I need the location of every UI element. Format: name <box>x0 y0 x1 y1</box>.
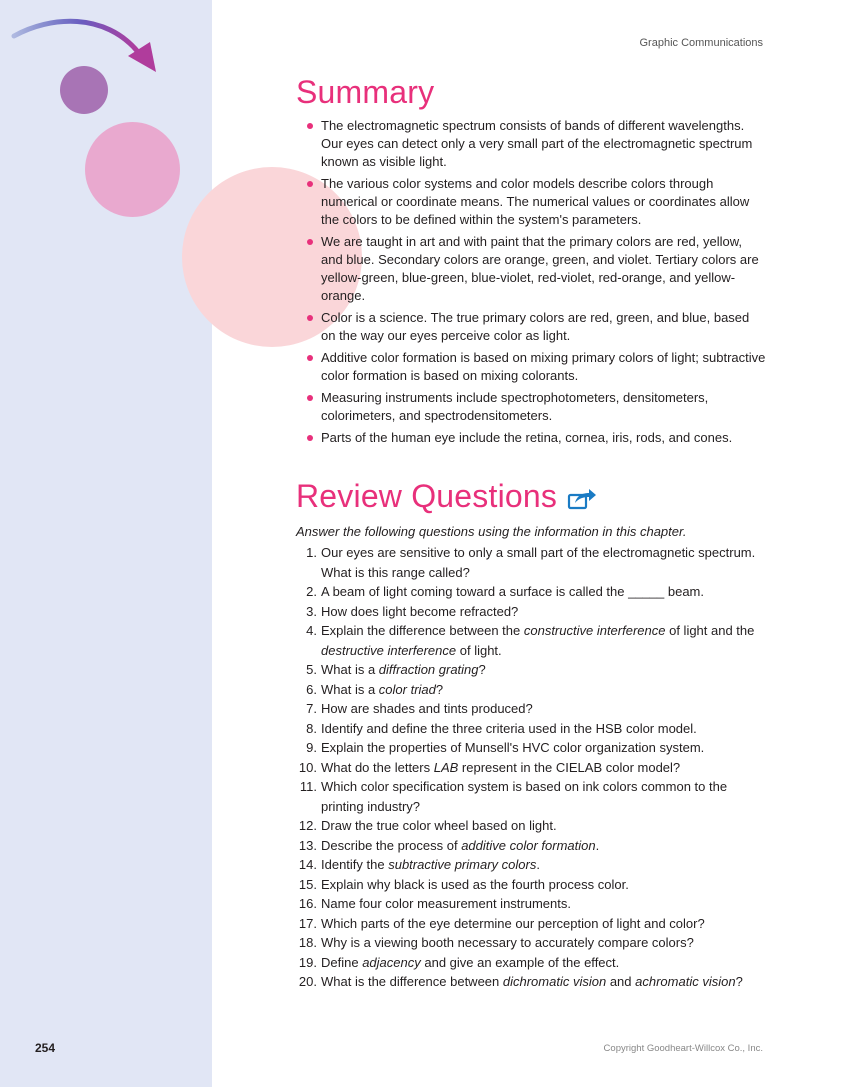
review-question <box>283 855 773 875</box>
question-text: Explain why black is used as the fourth process color. <box>321 876 629 892</box>
question-number: 12. <box>298 818 317 833</box>
summary-bullet-text: The electromagnetic spectrum consists of bands of different wavelengths. Our eyes can detect only a very small part of the electromagnetic spectrum known as visible light. <box>321 118 753 169</box>
question-number: 5. <box>306 662 317 677</box>
bullet-icon <box>307 123 313 129</box>
review-question <box>283 719 773 739</box>
question-number: 18. <box>298 935 317 950</box>
summary-bullet-text: Measuring instruments include spectrophotometers, densitometers, colorimeters, and spectrodensitometers. <box>321 390 709 423</box>
question-text: Explain the difference between the <box>321 623 524 638</box>
question-text: Name four color measurement instruments. <box>321 896 571 911</box>
bullet-icon <box>307 315 313 321</box>
question-number: 13. <box>298 837 317 853</box>
review-question <box>283 816 773 836</box>
question-text: Define <box>321 954 363 970</box>
review-question <box>283 836 773 856</box>
question-text: What is a <box>321 681 379 697</box>
question-term: color triad <box>378 681 436 697</box>
review-questions-list <box>283 543 773 992</box>
review-question <box>283 914 773 934</box>
review-question <box>283 680 773 700</box>
summary-bullet <box>296 309 766 345</box>
review-question <box>283 758 773 778</box>
question-text: and give an example of the effect. <box>420 954 620 970</box>
question-text: A beam of light coming toward a surface is called the _____ beam. <box>321 584 704 599</box>
summary-bullet <box>296 349 766 385</box>
summary-list <box>296 117 766 451</box>
question-number: 19. <box>298 954 317 970</box>
question-text: Identify and define the three criteria used in the HSB color model. <box>321 720 697 736</box>
review-question <box>283 738 773 758</box>
question-text: Our eyes are sensitive to only a small part of the electromagnetic spectrum. What is this range called? <box>321 545 756 580</box>
question-text: What do the letters <box>321 759 434 775</box>
decorative-purple-circle <box>60 66 108 114</box>
question-text: Identify the <box>321 857 389 872</box>
question-term: subtractive primary colors <box>388 857 537 872</box>
question-number: 20. <box>298 974 317 989</box>
question-text: represent in the CIELAB color model? <box>458 759 681 775</box>
summary-bullet-text: We are taught in art and with paint that the primary colors are red, yellow, and blue. Secondary colors are orange, green, and violet. Tertiary colors are yellow-green, blue-green, blue-violet, red-violet, red-orange, and yellow-orange. <box>321 234 759 303</box>
review-question <box>283 953 773 973</box>
review-instructions: Answer the following questions using the information in this chapter. <box>296 524 687 539</box>
summary-bullet-text: Additive color formation is based on mixing primary colors of light; subtractive color formation is based on mixing colorants. <box>321 350 766 383</box>
question-number: 2. <box>306 584 317 599</box>
summary-heading: Summary <box>296 74 435 110</box>
page-number: 254 <box>35 1041 56 1055</box>
review-questions-header <box>296 478 597 515</box>
question-number: 10. <box>298 759 317 775</box>
summary-bullet <box>296 429 766 447</box>
question-term: destructive interference <box>321 642 457 658</box>
question-number: 1. <box>306 545 317 560</box>
bullet-icon <box>307 395 313 401</box>
question-number: 9. <box>306 740 317 755</box>
decorative-pink-circle <box>85 122 180 217</box>
summary-bullet <box>296 233 766 305</box>
question-text: ? <box>735 974 743 989</box>
summary-bullet-text: Color is a science. The true primary colors are red, green, and blue, based on the way our eyes perceive color as light. <box>321 310 750 343</box>
question-number: 15. <box>298 876 317 892</box>
question-term: constructive interference <box>523 623 666 638</box>
question-text: of light. <box>456 642 502 658</box>
question-text: and <box>606 974 636 989</box>
question-number: 16. <box>298 896 317 911</box>
question-text: ? <box>478 662 486 677</box>
bullet-icon <box>307 239 313 245</box>
question-number: 8. <box>306 720 317 736</box>
question-text: What is a <box>321 662 379 677</box>
question-text: . <box>536 857 540 872</box>
question-text: of light and the <box>665 623 755 638</box>
question-number: 4. <box>306 623 317 638</box>
share-arrow-icon[interactable] <box>567 487 597 511</box>
question-text: How does light become refracted? <box>321 603 519 619</box>
summary-bullet <box>296 389 766 425</box>
question-text: . <box>595 837 600 853</box>
review-question <box>283 621 773 660</box>
question-text: Draw the true color wheel based on light. <box>321 818 557 833</box>
bullet-icon <box>307 181 313 187</box>
question-term: achromatic vision <box>635 974 736 989</box>
question-text: Why is a viewing booth necessary to accurately compare colors? <box>321 935 694 950</box>
question-text: Explain the properties of Munsell's HVC color organization system. <box>321 740 705 755</box>
question-number: 14. <box>298 857 317 872</box>
question-number: 3. <box>306 603 317 619</box>
question-number: 11. <box>299 779 317 794</box>
review-questions-heading: Review Questions <box>296 478 558 514</box>
summary-bullet <box>296 175 766 229</box>
question-term: adjacency <box>362 954 421 970</box>
question-number: 6. <box>306 681 317 697</box>
question-number: 17. <box>298 915 317 931</box>
running-header: Graphic Communications <box>639 37 763 49</box>
question-term: LAB <box>433 759 459 775</box>
question-text: Describe the process of <box>321 837 462 853</box>
review-question <box>283 933 773 953</box>
question-number: 7. <box>306 701 317 716</box>
question-text: Which color specification system is based on ink colors common to the printing industry? <box>321 779 728 814</box>
review-question <box>283 602 773 622</box>
summary-bullet-text: The various color systems and color models describe colors through numerical or coordinate means. The numerical values or coordinates allow the colors to be defined within the system's parameters. <box>321 176 750 227</box>
review-question <box>283 543 773 582</box>
review-question <box>283 972 773 992</box>
question-term: diffraction grating <box>378 662 479 677</box>
summary-bullet <box>296 117 766 171</box>
summary-bullet-text: Parts of the human eye include the retina, cornea, iris, rods, and cones. <box>321 430 733 445</box>
review-question <box>283 875 773 895</box>
question-text: ? <box>435 681 444 697</box>
question-term: additive color formation <box>461 837 596 853</box>
review-question <box>283 894 773 914</box>
bullet-icon <box>307 355 313 361</box>
question-text: How are shades and tints produced? <box>321 701 533 716</box>
question-text: What is the difference between <box>321 974 503 989</box>
review-question <box>283 699 773 719</box>
review-question <box>283 777 773 816</box>
question-term: dichromatic vision <box>502 974 607 989</box>
review-question <box>283 660 773 680</box>
bullet-icon <box>307 435 313 441</box>
question-text: Which parts of the eye determine our perception of light and color? <box>321 915 705 931</box>
review-question <box>283 582 773 602</box>
copyright-notice: Copyright Goodheart-Willcox Co., Inc. <box>603 1043 763 1054</box>
